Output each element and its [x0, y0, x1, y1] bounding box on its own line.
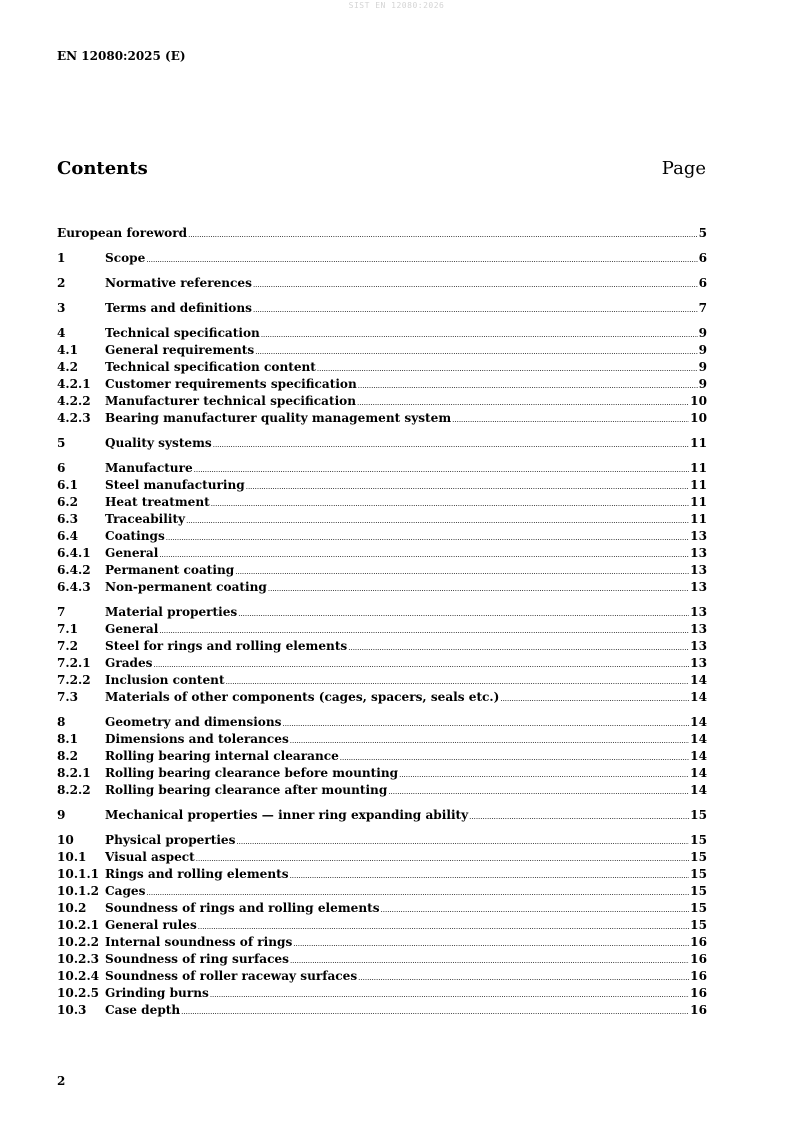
toc-entry-page: 11 — [690, 461, 707, 475]
toc-entry-title: Permanent coating — [105, 563, 235, 577]
toc-entry[interactable] — [57, 714, 707, 731]
toc-entry-page: 13 — [690, 605, 707, 619]
dot-leader — [166, 530, 689, 547]
toc-entry-title: Quality systems — [105, 436, 212, 450]
toc-entry[interactable] — [57, 765, 707, 782]
toc-entry-page: 14 — [690, 749, 707, 763]
toc-entry[interactable] — [57, 621, 707, 638]
dot-leader — [282, 716, 689, 733]
toc-entry-title: European foreword — [57, 226, 188, 240]
toc-entry-title: Manufacturer technical specification — [105, 394, 357, 408]
toc-entry-title: Traceability — [105, 512, 186, 526]
toc-entry-number: 10.2.3 — [57, 952, 100, 966]
toc-entry[interactable] — [57, 849, 707, 866]
toc-entry-page: 15 — [690, 850, 707, 864]
toc-entry-page: 9 — [698, 377, 707, 391]
toc-entry-page: 13 — [690, 529, 707, 543]
toc-entry-page: 6 — [698, 251, 707, 265]
toc-entry-title: Grinding burns — [105, 986, 209, 1000]
toc-entry-number: 8.2.2 — [57, 783, 91, 797]
toc-entry-page: 13 — [690, 580, 707, 594]
toc-entry-title: General rules — [105, 918, 197, 932]
toc-entry-number: 6.2 — [57, 495, 79, 509]
toc-entry[interactable] — [57, 511, 707, 528]
dot-leader — [388, 784, 689, 801]
toc-entry[interactable] — [57, 250, 707, 267]
toc-entry-number: 9 — [57, 808, 66, 822]
toc-entry-page: 15 — [690, 918, 707, 932]
toc-entry-page: 14 — [690, 673, 707, 687]
dot-leader — [235, 564, 689, 581]
dot-leader — [154, 657, 690, 674]
toc-entry-number: 6.4 — [57, 529, 79, 543]
toc-entry-page: 16 — [690, 952, 707, 966]
table-of-contents — [57, 225, 707, 1019]
toc-entry-title: Rolling bearing internal clearance — [105, 749, 339, 763]
toc-entry-page: 15 — [690, 884, 707, 898]
dot-leader — [348, 640, 689, 657]
toc-entry-number: 7.2.2 — [57, 673, 91, 687]
toc-entry[interactable] — [57, 866, 707, 883]
toc-entry-page: 14 — [690, 715, 707, 729]
toc-entry-page: 11 — [690, 512, 707, 526]
toc-entry-title: Rolling bearing clearance before mounting — [105, 766, 399, 780]
toc-entry[interactable] — [57, 883, 707, 900]
toc-entry-page: 9 — [698, 326, 707, 340]
toc-entry-number: 7.3 — [57, 690, 79, 704]
toc-entry-title: Soundness of roller raceway surfaces — [105, 969, 358, 983]
toc-entry-title: Technical specification content — [105, 360, 316, 374]
toc-entry-page: 14 — [690, 690, 707, 704]
toc-entry-number: 10.2 — [57, 901, 87, 915]
toc-entry-number: 10.2.1 — [57, 918, 100, 932]
toc-entry[interactable] — [57, 968, 707, 985]
toc-entry-number: 10.2.5 — [57, 986, 100, 1000]
dot-leader — [246, 479, 689, 496]
toc-entry-page: 13 — [690, 656, 707, 670]
toc-entry[interactable] — [57, 477, 707, 494]
toc-entry-title: Terms and definitions — [105, 301, 252, 315]
toc-entry-title: Non-permanent coating — [105, 580, 267, 594]
toc-entry-title: Internal soundness of rings — [105, 935, 293, 949]
dot-leader — [213, 437, 689, 454]
toc-entry-title: Steel manufacturing — [105, 478, 245, 492]
toc-entry-title: Materials of other components (cages, spacers, seals etc.) — [105, 690, 500, 704]
toc-entry-title: Heat treatment — [105, 495, 210, 509]
toc-entry-title: General — [105, 622, 159, 636]
toc-entry[interactable] — [57, 900, 707, 917]
toc-entry[interactable] — [57, 934, 707, 951]
toc-entry-number: 10.1.2 — [57, 884, 100, 898]
toc-entry-page: 13 — [690, 622, 707, 636]
toc-entry-number: 4.2.3 — [57, 411, 91, 425]
toc-entry-page: 7 — [698, 301, 707, 315]
toc-entry[interactable] — [57, 225, 707, 242]
toc-entry[interactable] — [57, 951, 707, 968]
toc-entry-title: General — [105, 546, 159, 560]
toc-entry[interactable] — [57, 528, 707, 545]
toc-entry-page: 16 — [690, 969, 707, 983]
toc-entry[interactable] — [57, 748, 707, 765]
toc-entry-title: Visual aspect — [105, 850, 195, 864]
toc-entry-page: 11 — [690, 478, 707, 492]
dot-leader — [358, 970, 689, 987]
toc-entry-title: Scope — [105, 251, 146, 265]
toc-entry[interactable] — [57, 782, 707, 799]
toc-entry-number: 10.1.1 — [57, 867, 100, 881]
toc-entry-number: 7 — [57, 605, 66, 619]
dot-leader — [211, 496, 689, 513]
toc-entry[interactable] — [57, 435, 707, 452]
dot-leader — [452, 412, 689, 429]
toc-entry-page: 15 — [690, 833, 707, 847]
dot-leader — [399, 767, 689, 784]
toc-entry-number: 4 — [57, 326, 66, 340]
dot-leader — [238, 606, 689, 623]
dot-leader — [317, 361, 698, 378]
toc-entry-title: Material properties — [105, 605, 238, 619]
toc-entry-number: 10.2.2 — [57, 935, 100, 949]
toc-entry-page: 14 — [690, 766, 707, 780]
toc-entry-page: 13 — [690, 546, 707, 560]
toc-entry-number: 10.3 — [57, 1003, 87, 1017]
toc-entry-title: Bearing manufacturer quality management system — [105, 411, 452, 425]
toc-entry-number: 8 — [57, 715, 66, 729]
toc-entry-number: 8.2.1 — [57, 766, 91, 780]
toc-entry-page: 15 — [690, 901, 707, 915]
toc-entry-page: 15 — [690, 867, 707, 881]
toc-entry-number: 10 — [57, 833, 74, 847]
toc-entry-page: 13 — [690, 563, 707, 577]
dot-leader — [469, 809, 689, 826]
dot-leader — [210, 987, 689, 1004]
toc-entry-number: 6 — [57, 461, 66, 475]
toc-entry-page: 10 — [690, 394, 707, 408]
dot-leader — [181, 1004, 689, 1021]
toc-entry[interactable] — [57, 325, 707, 342]
toc-entry-page: 14 — [690, 732, 707, 746]
dot-leader — [268, 581, 689, 598]
toc-entry-number: 8.2 — [57, 749, 79, 763]
toc-entry-number: 10.1 — [57, 850, 87, 864]
toc-entry-title: Steel for rings and rolling elements — [105, 639, 348, 653]
toc-entry-title: Normative references — [105, 276, 252, 290]
toc-entry[interactable] — [57, 672, 707, 689]
toc-entry-number: 1 — [57, 251, 66, 265]
toc-entry[interactable] — [57, 604, 707, 621]
page-number: 2 — [57, 1074, 66, 1088]
toc-entry-title: Customer requirements specification — [105, 377, 357, 391]
toc-entry[interactable] — [57, 410, 707, 427]
dot-leader — [146, 252, 697, 269]
toc-entry-page: 11 — [690, 495, 707, 509]
toc-entry[interactable] — [57, 300, 707, 317]
toc-entry-page: 15 — [690, 808, 707, 822]
toc-entry-title: Soundness of rings and rolling elements — [105, 901, 380, 915]
dot-leader — [500, 691, 689, 708]
toc-entry-title: Manufacture — [105, 461, 193, 475]
toc-entry-page: 16 — [690, 1003, 707, 1017]
toc-entry-number: 3 — [57, 301, 66, 315]
toc-entry-number: 6.4.1 — [57, 546, 91, 560]
dot-leader — [290, 733, 689, 750]
toc-entry[interactable] — [57, 655, 707, 672]
toc-entry[interactable] — [57, 494, 707, 511]
toc-entry[interactable] — [57, 275, 707, 292]
toc-entry-page: 14 — [690, 783, 707, 797]
toc-entry-title: Rolling bearing clearance after mounting — [105, 783, 388, 797]
watermark: SIST EN 12080:2026 — [348, 1, 445, 10]
toc-entry[interactable] — [57, 393, 707, 410]
page-column-label: Page — [661, 158, 706, 179]
toc-entry-number: 5 — [57, 436, 66, 450]
dot-leader — [253, 277, 698, 294]
toc-entry-number: 2 — [57, 276, 66, 290]
toc-entry-page: 16 — [690, 935, 707, 949]
toc-entry-number: 8.1 — [57, 732, 79, 746]
toc-entry-page: 6 — [698, 276, 707, 290]
toc-entry-page: 9 — [698, 343, 707, 357]
toc-entry[interactable] — [57, 460, 707, 477]
toc-entry[interactable] — [57, 731, 707, 748]
toc-entry[interactable] — [57, 545, 707, 562]
dot-leader — [358, 378, 698, 395]
toc-entry-number: 4.2.1 — [57, 377, 91, 391]
toc-entry-title: Dimensions and tolerances — [105, 732, 289, 746]
toc-entry-title: Cages — [105, 884, 146, 898]
toc-entry-page: 11 — [690, 436, 707, 450]
toc-entry-page: 16 — [690, 986, 707, 1000]
toc-entry-title: Rings and rolling elements — [105, 867, 289, 881]
toc-entry-title: Coatings — [105, 529, 165, 543]
toc-entry[interactable] — [57, 638, 707, 655]
toc-entry-title: Physical properties — [105, 833, 236, 847]
dot-leader — [290, 868, 690, 885]
toc-entry-page: 13 — [690, 639, 707, 653]
toc-entry-title: General requirements — [105, 343, 255, 357]
toc-entry[interactable] — [57, 917, 707, 934]
toc-entry-number: 6.1 — [57, 478, 79, 492]
dot-leader — [188, 227, 697, 244]
toc-entry[interactable] — [57, 342, 707, 359]
dot-leader — [159, 547, 689, 564]
toc-entry[interactable] — [57, 985, 707, 1002]
toc-entry-number: 6.4.2 — [57, 563, 91, 577]
toc-entry-title: Grades — [105, 656, 153, 670]
dot-leader — [293, 936, 689, 953]
toc-entry[interactable] — [57, 832, 707, 849]
toc-entry-title: Case depth — [105, 1003, 181, 1017]
toc-entry-number: 4.2 — [57, 360, 79, 374]
toc-entry[interactable] — [57, 689, 707, 706]
toc-entry-number: 6.4.3 — [57, 580, 91, 594]
dot-leader — [381, 902, 690, 919]
dot-leader — [186, 513, 689, 530]
toc-entry-number: 6.3 — [57, 512, 79, 526]
toc-entry-number: 7.2.1 — [57, 656, 91, 670]
page-title: Contents — [57, 158, 148, 179]
dot-leader — [236, 834, 689, 851]
toc-entry-number: 7.1 — [57, 622, 79, 636]
toc-entry-number: 4.2.2 — [57, 394, 91, 408]
toc-entry-title: Inclusion content — [105, 673, 225, 687]
toc-entry-page: 10 — [690, 411, 707, 425]
toc-entry[interactable] — [57, 1002, 707, 1019]
toc-entry-page: 5 — [698, 226, 707, 240]
toc-entry-page: 9 — [698, 360, 707, 374]
toc-entry[interactable] — [57, 579, 707, 596]
toc-entry-number: 10.2.4 — [57, 969, 100, 983]
dot-leader — [253, 302, 698, 319]
toc-entry-title: Geometry and dimensions — [105, 715, 282, 729]
dot-leader — [261, 327, 698, 344]
toc-entry[interactable] — [57, 359, 707, 376]
toc-entry-title: Mechanical properties — inner ring expanding ability — [105, 808, 469, 822]
toc-entry-number: 4.1 — [57, 343, 79, 357]
toc-entry[interactable] — [57, 562, 707, 579]
standard-id: EN 12080:2025 (E) — [57, 49, 186, 63]
toc-entry[interactable] — [57, 807, 707, 824]
toc-entry-number: 7.2 — [57, 639, 79, 653]
toc-entry[interactable] — [57, 376, 707, 393]
dot-leader — [194, 462, 690, 479]
dot-leader — [255, 344, 697, 361]
toc-entry-title: Technical specification — [105, 326, 260, 340]
toc-entry-title: Soundness of ring surfaces — [105, 952, 289, 966]
